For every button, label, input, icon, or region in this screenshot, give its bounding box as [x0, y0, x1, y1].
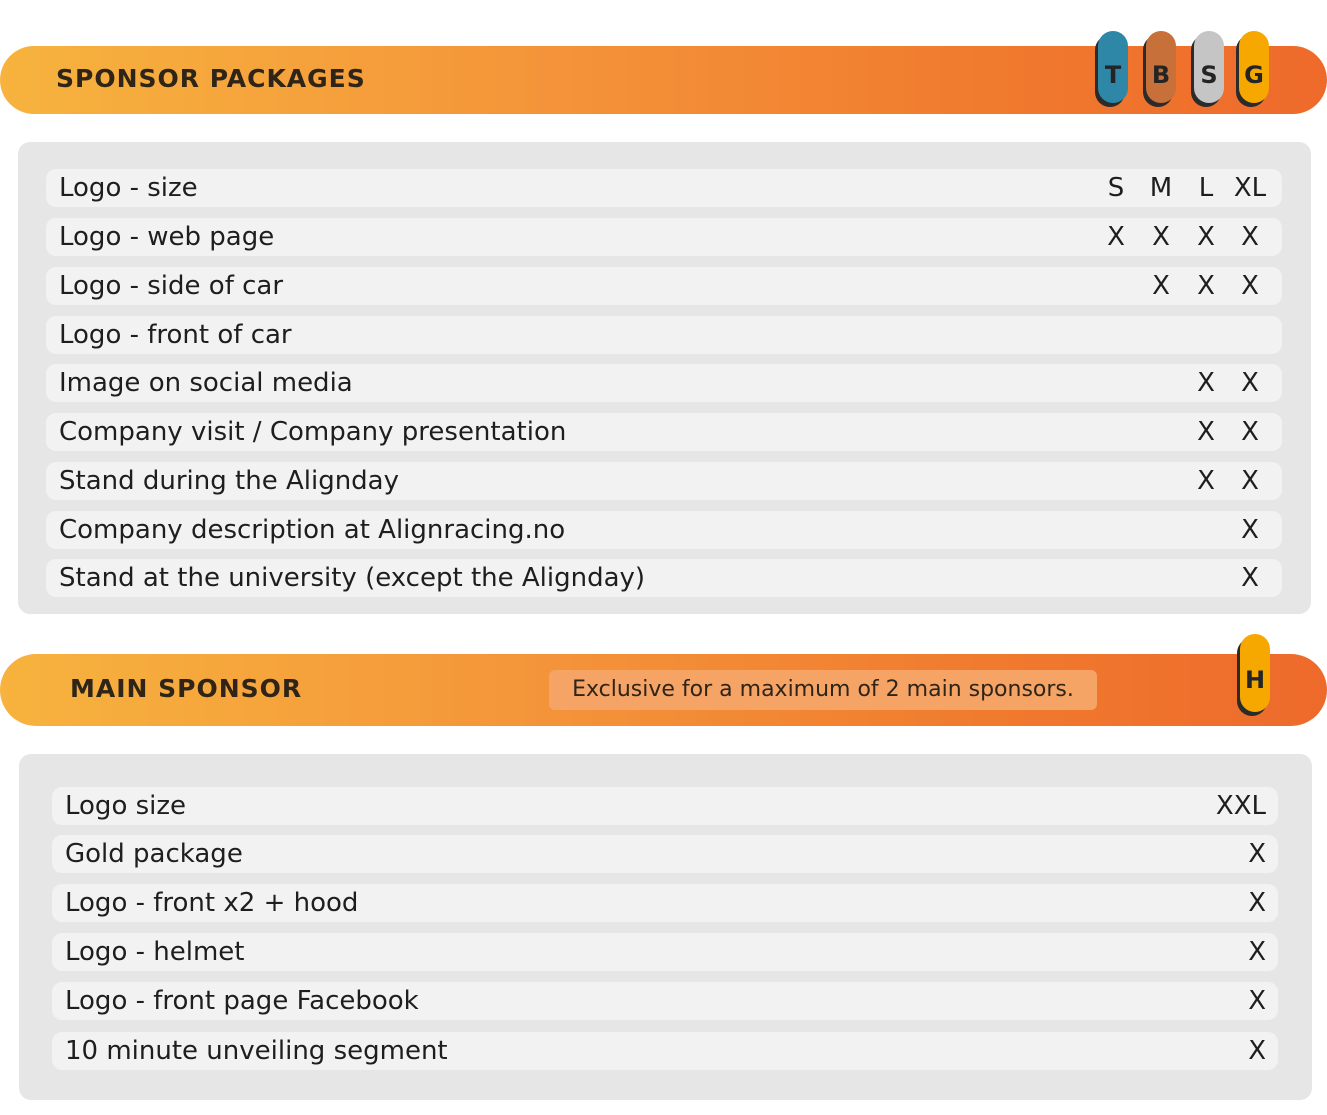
row-value: XXL: [1215, 791, 1266, 821]
table-row: [46, 511, 1282, 549]
row-label: Logo size: [65, 791, 187, 821]
tier-b-cell: M: [1149, 173, 1173, 203]
row-label: Image on social media: [59, 368, 353, 398]
tier-g-cell: X: [1241, 466, 1259, 496]
row-label: Logo - web page: [59, 222, 275, 252]
row-value: X: [1248, 839, 1266, 869]
row-value: X: [1248, 937, 1266, 967]
tier-s-cell: X: [1197, 417, 1215, 447]
exclusivity-note: Exclusive for a maximum of 2 main sponsors.: [549, 670, 1097, 710]
tier-b-cell: X: [1152, 271, 1170, 301]
row-label: Logo - front of car: [59, 320, 292, 350]
table-row: [46, 364, 1282, 402]
row-label: Logo - size: [59, 173, 198, 203]
table-row: [46, 169, 1282, 207]
tier-pill-t: T: [1098, 31, 1128, 103]
tier-t-cell: X: [1107, 222, 1125, 252]
tier-g-cell: X: [1241, 368, 1259, 398]
tier-t-cell: S: [1107, 173, 1125, 203]
table-row: [46, 267, 1282, 305]
main-sponsor-header: [0, 654, 1327, 726]
row-label: Logo - front page Facebook: [65, 986, 419, 1016]
sponsor-packages-table: [18, 142, 1311, 614]
table-row: [52, 884, 1278, 922]
tier-pill-b: B: [1146, 31, 1176, 103]
tier-pill-h: H: [1240, 634, 1270, 712]
tier-g-cell: X: [1241, 271, 1259, 301]
table-row: [52, 933, 1278, 971]
table-row: [52, 835, 1278, 873]
tier-s-cell: X: [1197, 466, 1215, 496]
tier-s-cell: X: [1197, 222, 1215, 252]
tier-pill-g: G: [1239, 31, 1269, 103]
row-label: Stand during the Alignday: [59, 466, 399, 496]
tier-g-cell: XL: [1233, 173, 1267, 203]
table-row: [46, 462, 1282, 500]
row-value: X: [1248, 986, 1266, 1016]
row-value: X: [1248, 1036, 1266, 1066]
table-row: [46, 316, 1282, 354]
table-row: [52, 787, 1278, 825]
tier-g-cell: X: [1241, 417, 1259, 447]
table-row: [46, 413, 1282, 451]
row-label: Logo - side of car: [59, 271, 284, 301]
table-row: [52, 982, 1278, 1020]
table-row: [46, 559, 1282, 597]
main-sponsor-title: MAIN SPONSOR: [70, 674, 303, 703]
tier-g-cell: X: [1241, 563, 1259, 593]
table-row: [52, 1032, 1278, 1070]
tier-b-cell: X: [1152, 222, 1170, 252]
row-label: Logo - front x2 + hood: [65, 888, 359, 918]
tier-pill-s: S: [1194, 31, 1224, 103]
tier-s-cell: L: [1198, 173, 1214, 203]
tier-s-cell: X: [1197, 271, 1215, 301]
tier-g-cell: X: [1241, 515, 1259, 545]
row-label: Stand at the university (except the Alignday): [59, 563, 646, 593]
tier-s-cell: X: [1197, 368, 1215, 398]
tier-g-cell: X: [1241, 222, 1259, 252]
table-row: [46, 218, 1282, 256]
row-label: Company description at Alignracing.no: [59, 515, 566, 545]
sponsor-packages-title: SPONSOR PACKAGES: [56, 64, 366, 93]
row-label: Company visit / Company presentation: [59, 417, 567, 447]
row-label: Logo - helmet: [65, 937, 245, 967]
row-value: X: [1248, 888, 1266, 918]
row-label: Gold package: [65, 839, 243, 869]
main-sponsor-table: [19, 754, 1312, 1100]
row-label: 10 minute unveiling segment: [65, 1036, 448, 1066]
